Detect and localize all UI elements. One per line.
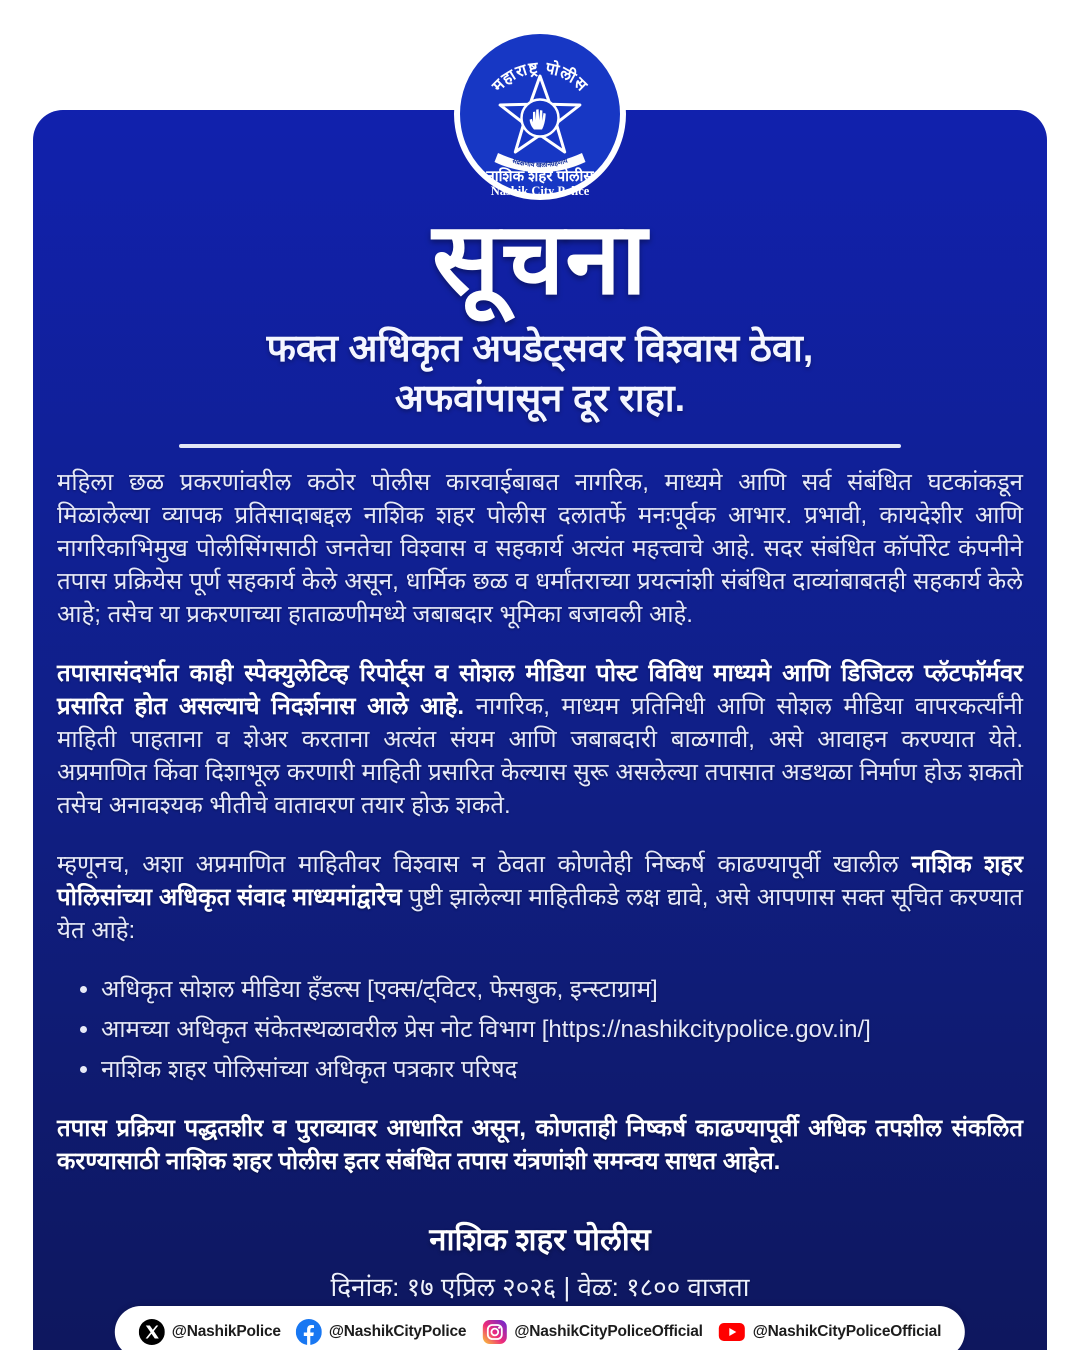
logo-name-marathi: नाशिक शहर पोलीस — [486, 168, 594, 185]
social-handle-facebook: @NashikCityPolice — [328, 1323, 467, 1340]
paragraph-official-channels — [57, 848, 1023, 947]
list-item-social-handles: • अधिकृत सोशल मीडिया हँडल्स [एक्स/ट्विटर, फेसबुक, इन्स्टाग्राम] — [101, 973, 1023, 1006]
paragraph-3-post: पुष्टी झालेल्या माहितीकडे लक्ष द्यावे, असे आपणास सक्त सूचित करण्यात येत आहे: — [57, 884, 1023, 945]
list-item-press-conference: • नाशिक शहर पोलिसांच्या अधिकृत पत्रकार परिषद — [101, 1053, 1023, 1086]
paragraph-3-bold: नाशिक शहर पोलिसांच्या अधिकृत संवाद माध्यमांद्वारेच — [57, 851, 1023, 912]
paragraph-speculative-reports — [57, 657, 1023, 822]
logo-arc-text: महाराष्ट्र पोलीस — [489, 59, 591, 96]
social-handle-youtube: @NashikCityPoliceOfficial — [752, 1323, 942, 1340]
paragraph-2-rest: नागरिक, माध्यम प्रतिनिधी आणि सोशल मीडिया वापरकर्त्यांनी माहिती पाहताना व शेअर करताना अत्यंत संयम आणि जबाबदारी बाळगावी, असे आवाहन करण्यात येते. अप्रमाणित किंवा दिशाभूल करणारी माहिती प्रसारित केल्यास सुरू असलेल्या तपासात अडथळा निर्माण होऊ शकतो तसेच अनावश्यक भीतीचे वातावरण तयार होऊ शकते. — [57, 693, 1023, 820]
paragraph-2-bold: तपासासंदर्भात काही स्पेक्युलेटिव्ह रिपोर्ट्स व सोशल मीडिया पोस्ट विविध माध्यमे आणि डिजिटल प्लॅटफॉर्मवर प्रसारित होत असल्याचे निदर्शनास आले आहे. — [57, 660, 1023, 721]
notice-body — [57, 466, 1023, 1178]
divider — [179, 444, 901, 448]
social-handle-x: @NashikPolice — [171, 1323, 281, 1340]
list-item-website-press-notes: • आमच्या अधिकृत संकेतस्थळावरील प्रेस नोट विभाग [https://nashikcitypolice.gov.in/] — [101, 1013, 1023, 1046]
social-item-instagram — [481, 1319, 702, 1345]
social-item-facebook — [296, 1319, 467, 1345]
notice-title: सूचना — [432, 203, 648, 315]
official-channels-list — [79, 973, 1023, 1086]
youtube-icon — [718, 1319, 746, 1345]
x-icon — [139, 1319, 165, 1345]
subtitle-line-2: अफवांपासून दूर राहा. — [394, 378, 686, 421]
subtitle-line-1: फक्त अधिकृत अपडेट्सवर विश्वास ठेवा, — [266, 328, 814, 370]
police-logo-badge — [454, 28, 626, 200]
instagram-icon — [481, 1319, 507, 1345]
social-handle-instagram: @NashikCityPoliceOfficial — [514, 1323, 703, 1340]
police-logo — [454, 28, 626, 200]
paragraph-thanks: महिला छळ प्रकरणांवरील कठोर पोलीस कारवाईबाबत नागरिक, माध्यमे आणि सर्व संबंधित घटकांकडून मिळालेल्या व्यापक प्रतिसादाबद्दल नाशिक शहर पोलीस दलातर्फे मनःपूर्वक आभार. प्रभावी, कायदेशीर आणि नागरिकाभिमुख पोलीसिंगसाठी जनतेचा विश्वास व सहकार्य अत्यंत महत्त्वाचे आहे. सदर संबंधित कॉर्पोरेट कंपनीने तपास प्रक्रियेस पूर्ण सहकार्य केले असून, धार्मिक छळ व धर्मांतराच्या प्रयत्नांशी संबंधित दाव्यांबाबतही सहकार्य केले आहे; तसेच या प्रकरणाच्या हाताळणीमध्ये जबाबदार भूमिका बजावली आहे. — [57, 469, 1023, 629]
social-item-youtube — [718, 1319, 941, 1345]
logo-motto: सद्रक्षणाय खलनिग्रहणाय — [511, 157, 569, 170]
paragraph-3-pre: म्हणूनच, अशा अप्रमाणित माहितीवर विश्वास न ठेवता कोणतेही निष्कर्ष काढण्यापूर्वी खालील — [57, 851, 912, 879]
logo-name-english: Nashik City Police — [490, 184, 590, 198]
notice-subtitle — [57, 324, 1023, 424]
notice-card — [33, 110, 1047, 1350]
date-time-line: दिनांक: १७ एप्रिल २०२६ | वेळ: १८०० वाजता — [330, 1272, 750, 1303]
social-bar — [115, 1306, 965, 1350]
social-item-x — [139, 1319, 281, 1345]
closing-paragraph: तपास प्रक्रिया पद्धतशीर व पुराव्यावर आधारित असून, कोणताही निष्कर्ष काढण्यापूर्वी अधिक तपशील संकलित करण्यासाठी नाशिक शहर पोलीस इतर संबंधित तपास यंत्रणांशी समन्वय साधत आहेत. — [57, 1115, 1023, 1176]
facebook-icon — [296, 1319, 322, 1345]
signoff: नाशिक शहर पोलीस — [429, 1222, 651, 1258]
